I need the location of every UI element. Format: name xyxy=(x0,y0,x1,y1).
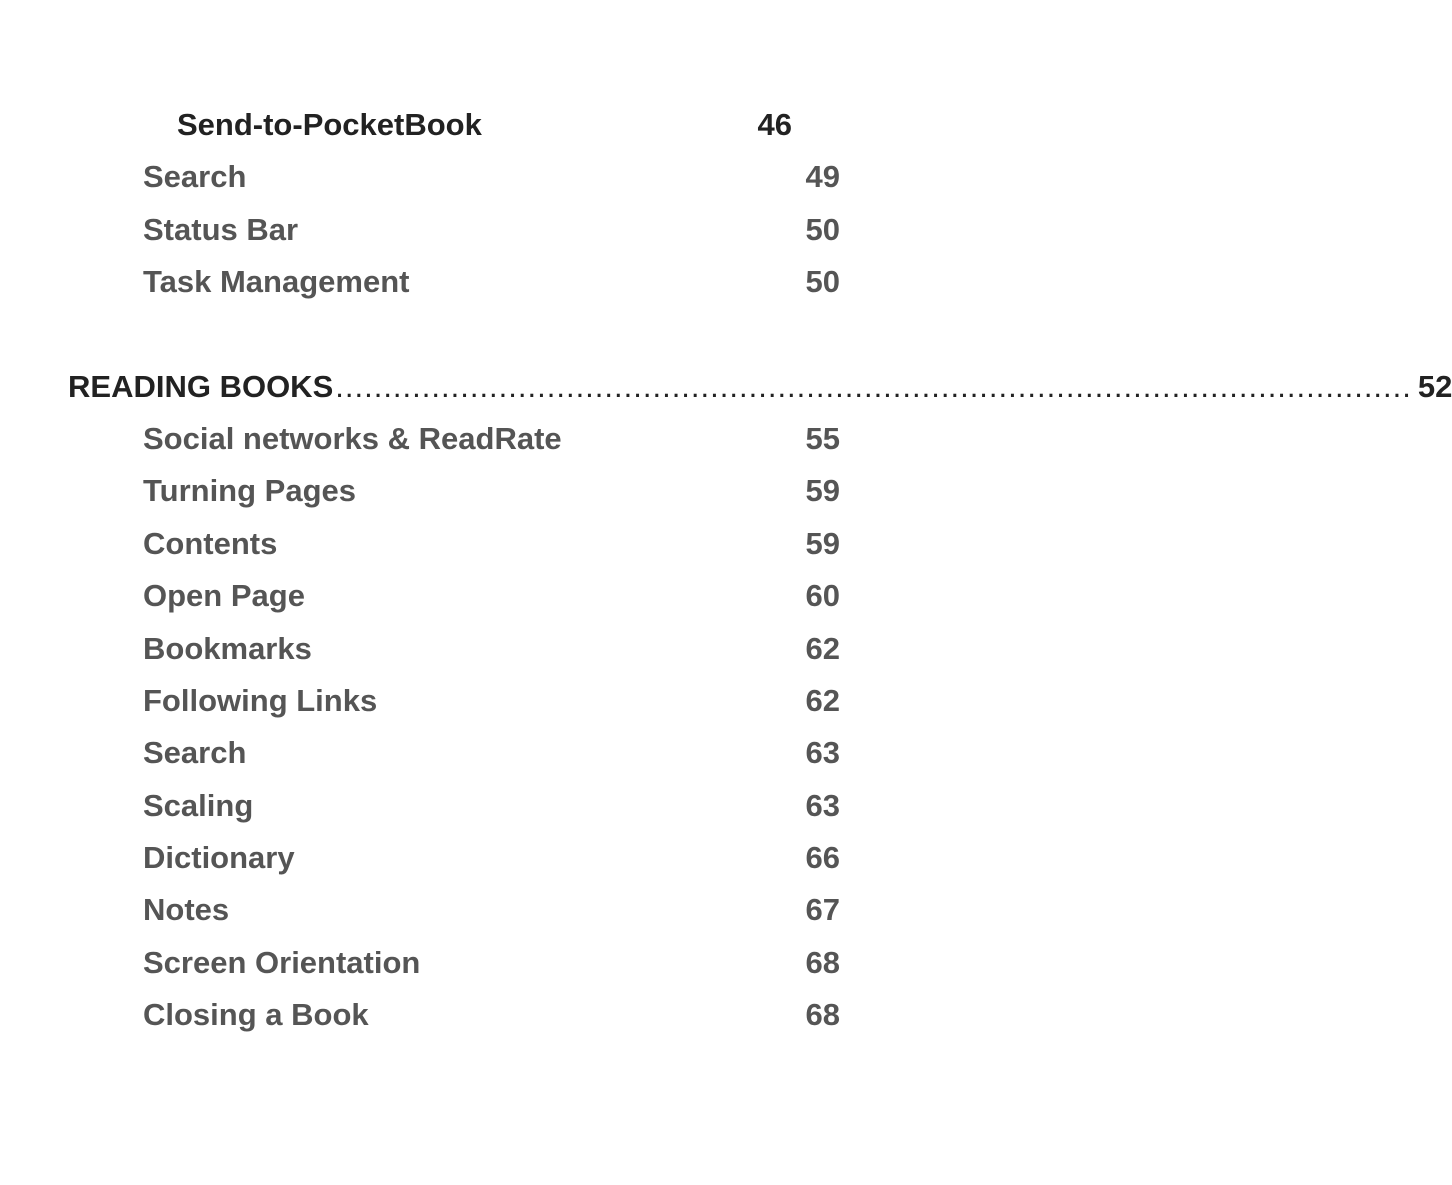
toc-chapter-page: 52 xyxy=(1417,369,1452,404)
toc-entry-dictionary[interactable] xyxy=(0,838,954,878)
toc-dot-leader: ................................................................................................................ xyxy=(335,369,1412,404)
toc-entry-turning-pages[interactable] xyxy=(0,471,954,511)
toc-entry-page: 46 xyxy=(757,107,792,142)
toc-entry-page: 63 xyxy=(805,788,840,823)
toc-entry-screen-orientation[interactable] xyxy=(0,943,954,983)
toc-entry-title: Contents xyxy=(143,526,278,561)
toc-entry-title: Following Links xyxy=(143,683,378,718)
toc-entry-scaling[interactable] xyxy=(0,786,954,826)
toc-entry-open-page[interactable] xyxy=(0,576,954,616)
toc-entry-search[interactable] xyxy=(0,157,954,197)
toc-entry-title: Open Page xyxy=(143,578,305,613)
toc-entry-title: Notes xyxy=(143,892,230,927)
toc-entry-page: 50 xyxy=(805,264,840,299)
toc-entry-page: 63 xyxy=(805,735,840,770)
toc-entry-notes[interactable] xyxy=(0,890,954,930)
toc-entry-search-reading[interactable] xyxy=(0,733,954,773)
toc-entry-title: Send-to-PocketBook xyxy=(177,107,482,142)
toc-entry-title: Status Bar xyxy=(143,212,299,247)
toc-entry-page: 62 xyxy=(805,631,840,666)
toc-entry-title: Task Management xyxy=(143,264,410,299)
toc-entry-page: 62 xyxy=(805,683,840,718)
toc-entry-task-management[interactable] xyxy=(0,262,954,302)
toc-entry-page: 68 xyxy=(805,997,840,1032)
toc-entry-social-networks[interactable] xyxy=(0,419,954,459)
toc-entry-title: Scaling xyxy=(143,788,254,823)
toc-entry-following-links[interactable] xyxy=(0,681,954,721)
toc-entry-page: 68 xyxy=(805,945,840,980)
toc-entry-closing-a-book[interactable] xyxy=(0,995,954,1035)
toc-entry-send-to-pocketbook[interactable] xyxy=(0,105,954,145)
toc-entry-title: Closing a Book xyxy=(143,997,369,1032)
toc-entry-page: 59 xyxy=(805,526,840,561)
toc-entry-bookmarks[interactable] xyxy=(0,629,954,669)
toc-entry-title: Dictionary xyxy=(143,840,295,875)
toc-entry-title: Search xyxy=(143,735,247,770)
toc-entry-page: 60 xyxy=(805,578,840,613)
toc-entry-page: 55 xyxy=(805,421,840,456)
toc-entry-title: Turning Pages xyxy=(143,473,357,508)
toc-entry-page: 59 xyxy=(805,473,840,508)
toc-chapter-title: READING BOOKS xyxy=(68,369,334,404)
toc-entry-page: 50 xyxy=(805,212,840,247)
toc-entry-contents[interactable] xyxy=(0,524,954,564)
toc-entry-title: Screen Orientation xyxy=(143,945,421,980)
toc-chapter-reading-books[interactable] xyxy=(0,367,1452,407)
toc-entry-page: 49 xyxy=(805,159,840,194)
toc-entry-page: 67 xyxy=(805,892,840,927)
toc-entry-title: Bookmarks xyxy=(143,631,312,666)
toc-entry-page: 66 xyxy=(805,840,840,875)
toc-entry-title: Search xyxy=(143,159,247,194)
toc-entry-title: Social networks & ReadRate xyxy=(143,421,562,456)
toc-entry-status-bar[interactable] xyxy=(0,210,954,250)
